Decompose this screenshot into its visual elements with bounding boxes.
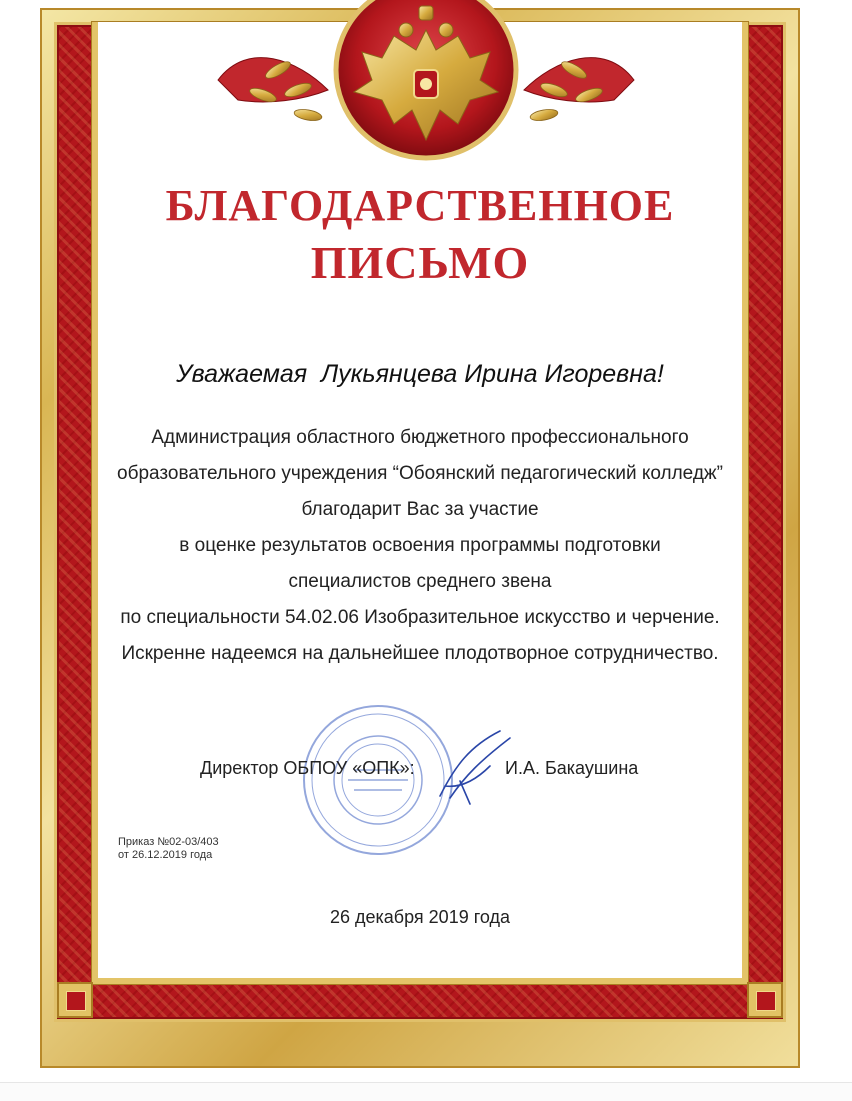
order-number: Приказ №02-03/403 (118, 836, 219, 848)
letter-body (98, 420, 742, 672)
body-line: Искренне надеемся на дальнейшее плодотворное сотрудничество. (121, 643, 719, 664)
bottom-left-corner-ornament (57, 982, 93, 1018)
double-headed-eagle-emblem-icon (208, 0, 644, 168)
body-line: в оценке результатов освоения программы подготовки (179, 535, 661, 556)
letter-date: 26 декабря 2019 года (329, 907, 511, 927)
bottom-right-corner-ornament (747, 982, 783, 1018)
body-line: по специальности 54.02.06 Изобразительное искусство и черчение. (120, 607, 720, 628)
director-position-label: Директор ОБПОУ «ОПК»: (200, 758, 415, 778)
body-line: Администрация областного бюджетного профессионального (151, 427, 689, 448)
body-line: образовательного учреждения “Обоянский педагогический колледж” (117, 463, 723, 484)
body-line: специалистов среднего звена (288, 571, 552, 592)
director-name: И.А. Бакаушина (505, 758, 639, 778)
order-date: от 26.12.2019 года (118, 849, 213, 861)
certificate-title-line1: БЛАГОДАРСТВЕННОЕ (165, 181, 675, 230)
recipient-greeting: Уважаемая Лукьянцева Ирина Игоревна! (176, 360, 664, 388)
certificate-title-line2: ПИСЬМО (310, 237, 530, 288)
body-line: благодарит Вас за участие (301, 499, 539, 520)
scan-margin (0, 1082, 852, 1101)
order-reference (118, 836, 219, 862)
